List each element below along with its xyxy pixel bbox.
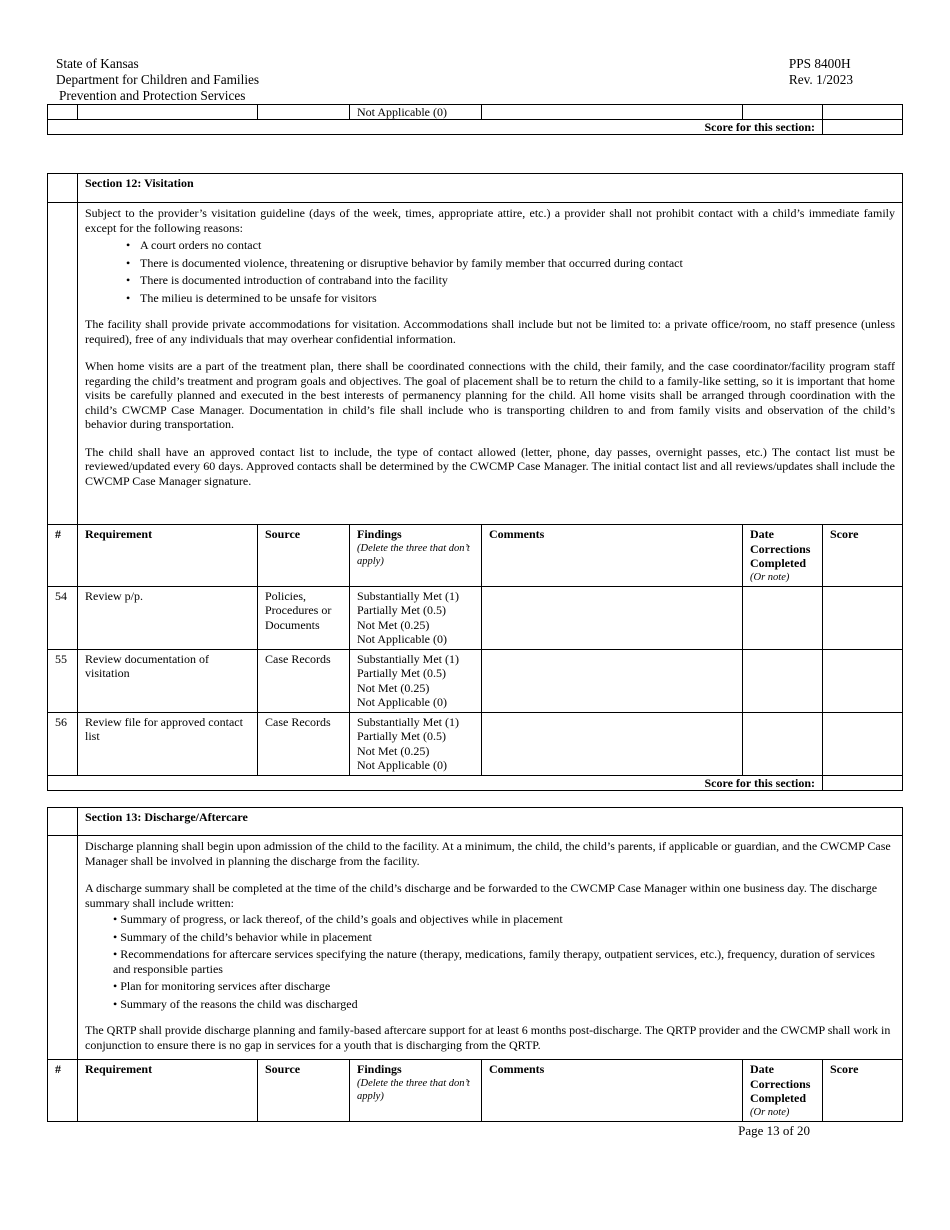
header-state: State of Kansas (56, 56, 139, 71)
list-item: • The milieu is determined to be unsafe for visitors (140, 291, 895, 306)
section-13-bullets (85, 912, 895, 1011)
section-score-label: Score for this section: (48, 775, 823, 790)
column-header-requirement: Requirement (78, 525, 258, 587)
column-header-score: Score (823, 1060, 903, 1122)
column-header-findings (350, 525, 482, 587)
row-date[interactable] (743, 586, 823, 649)
row-comments[interactable] (482, 712, 743, 775)
finding-option: Partially Met (0.5) (357, 603, 446, 617)
date-note: (Or note) (750, 571, 790, 583)
finding-option: Substantially Met (1) (357, 588, 459, 603)
row-source: Policies, Procedures or Documents (258, 586, 350, 649)
row-findings[interactable] (350, 649, 482, 712)
section-13-paragraph: The QRTP shall provide discharge planning and family-based aftercare support for at least 6 months post-discharge. The QRTP provider and the CWCMP shall work in conjunction to ensure there is no gap in services for a youth that is discharging from the QRTP. (85, 1023, 891, 1052)
row-requirement: Review documentation of visitation (78, 649, 258, 712)
findings-note: (Delete the three that don’t apply) (357, 1077, 470, 1102)
row-comments[interactable] (482, 649, 743, 712)
column-header-findings (350, 1060, 482, 1122)
date-note: (Or note) (750, 1106, 790, 1118)
section-score-cell[interactable] (823, 120, 903, 135)
finding-option: Not Met (0.25) (357, 680, 430, 695)
finding-option: Not Applicable (0) (357, 632, 447, 646)
row-date[interactable] (743, 649, 823, 712)
header-revision: Rev. 1/2023 (788, 72, 853, 87)
header-form-number: PPS 8400H (788, 56, 851, 71)
section-12-paragraph: When home visits are a part of the treatment plan, there shall be coordinated connections with the child, their family, and the case coordinator/facility program staff regarding the child’s treatment and program goals and objectives. The goal of placement shall be to return the child to a family-like setting, so it is important that home visits be carefully planned and executed in the best interests of permanency planning for the child. All home visits shall be arranged through coordination with the child’s CWCMP Case Manager. Documentation in child’s file shall include who is transporting children to and from family visits and observation of the child’s behavior during transportation. (85, 359, 896, 431)
table-header-row (48, 1060, 903, 1122)
table-header-row (48, 525, 903, 587)
section-13-description (78, 836, 903, 1060)
section-13-table (47, 807, 903, 1122)
section-12-title: Section 12: Visitation (78, 174, 903, 203)
column-header-source: Source (258, 525, 350, 587)
finding-option: Partially Met (0.5) (357, 666, 446, 680)
finding-option: Not Met (0.25) (357, 617, 430, 632)
section-12-paragraph: The child shall have an approved contact list to include, the type of contact allowed (letter, phone, day passes, overnight passes, etc.) The contact list must be reviewed/updated every 60 days. Approved contacts shall be determined by the CWCMP Case Manager. The initial contact list and all reviews/updates shall include the CWCMP Case Manager signature. (85, 444, 896, 488)
section-13-paragraph: Discharge planning shall begin upon admission of the child to the facility. At a minimum, the child, the child’s parents, if applicable or guardian, and the CWCMP Case Manager shall be involved in planning the discharge from the facility. (85, 839, 891, 868)
column-header-score: Score (823, 525, 903, 587)
section-12-bullets (85, 238, 895, 305)
row-number: 56 (48, 712, 78, 775)
list-item: • Summary of the reasons the child was discharged (113, 996, 358, 1011)
row-score[interactable] (823, 586, 903, 649)
finding-option: Not Met (0.25) (357, 743, 430, 758)
finding-option: Not Applicable (0) (357, 758, 447, 772)
row-source: Case Records (258, 712, 350, 775)
column-header-date (743, 525, 823, 587)
column-header-number: # (48, 1060, 78, 1122)
column-header-requirement: Requirement (78, 1060, 258, 1122)
section-12-intro: Subject to the provider’s visitation guideline (days of the week, times, appropriate attire, etc.) a provider shall not prohibit contact with a child’s immediate family except for the following reasons: (85, 206, 896, 235)
row-score[interactable] (823, 649, 903, 712)
column-header-comments: Comments (482, 525, 743, 587)
header-division: Prevention and Protection Services (59, 88, 246, 103)
date-label: Date Corrections Completed (750, 527, 811, 570)
section-13-paragraph: A discharge summary shall be completed at the time of the child’s discharge and be forwarded to the CWCMP Case Manager within one business day. The discharge summary shall include written: (85, 881, 878, 910)
list-item: • Summary of progress, or lack thereof, of the child’s goals and objectives while in placement (113, 912, 563, 926)
findings-label: Findings (357, 527, 402, 541)
section-12-paragraph: The facility shall provide private accommodations for visitation. Accommodations shall include but not be limited to: a private office/room, no staff presence (unless required), free of any individuals that may overhear confidential information. (85, 317, 896, 346)
section-12-table (47, 173, 903, 791)
list-item: • There is documented introduction of contraband into the facility (140, 273, 895, 288)
row-number: 55 (48, 649, 78, 712)
table-row (48, 586, 903, 649)
finding-option: Not Applicable (0) (350, 105, 482, 120)
row-number: 54 (48, 586, 78, 649)
findings-note: (Delete the three that don’t apply) (357, 542, 470, 567)
row-requirement: Review file for approved contact list (78, 712, 258, 775)
finding-option: Partially Met (0.5) (357, 729, 446, 743)
header-right (789, 56, 853, 88)
row-date[interactable] (743, 712, 823, 775)
previous-section-table (47, 104, 903, 135)
findings-label: Findings (357, 1062, 402, 1076)
column-header-source: Source (258, 1060, 350, 1122)
section-score-cell[interactable] (823, 775, 903, 790)
table-row (48, 712, 903, 775)
date-label: Date Corrections Completed (750, 1062, 811, 1105)
row-findings[interactable] (350, 586, 482, 649)
list-item: • Plan for monitoring services after discharge (113, 979, 331, 993)
section-score-label: Score for this section: (48, 120, 823, 135)
finding-option: Substantially Met (1) (357, 714, 459, 729)
section-13-title: Section 13: Discharge/Aftercare (78, 808, 903, 836)
page-number: Page 13 of 20 (738, 1123, 810, 1138)
list-item: • Recommendations for aftercare services specifying the nature (therapy, medications, family therapy, outpatient services, etc.), frequency, duration of services and responsible parties (113, 947, 875, 976)
column-header-date (743, 1060, 823, 1122)
table-row (48, 649, 903, 712)
header-department: Department for Children and Families (56, 72, 260, 87)
row-source: Case Records (258, 649, 350, 712)
list-item: • A court orders no contact (140, 238, 895, 253)
list-item: • There is documented violence, threatening or disruptive behavior by family member that occurred during contact (140, 256, 895, 271)
row-requirement: Review p/p. (78, 586, 258, 649)
row-score[interactable] (823, 712, 903, 775)
finding-option: Substantially Met (1) (357, 651, 459, 666)
row-comments[interactable] (482, 586, 743, 649)
section-12-description (78, 203, 903, 525)
column-header-comments: Comments (482, 1060, 743, 1122)
finding-option: Not Applicable (0) (357, 695, 447, 709)
header-left (56, 56, 259, 88)
row-findings[interactable] (350, 712, 482, 775)
column-header-number: # (48, 525, 78, 587)
list-item: • Summary of the child’s behavior while in placement (113, 929, 372, 944)
